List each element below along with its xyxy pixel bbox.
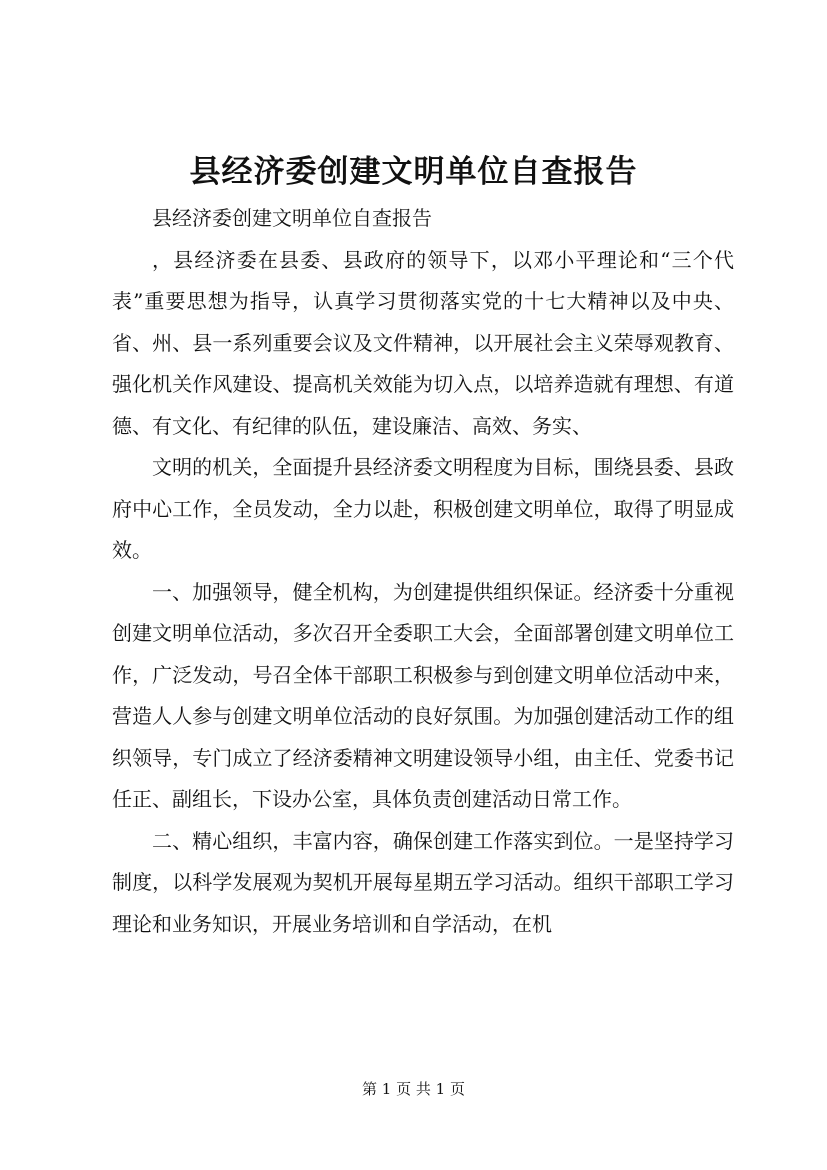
document-title: 县经济委创建文明单位自查报告 [189,154,638,190]
page-footer: 第 1 页 共 1 页 [362,1080,465,1098]
paragraph-goal: 文明的机关，全面提升县经济委文明程度为目标，围绕县委、县政府中心工作，全员发动，全力以赴，积极创建文明单位，取得了明显成效。 [112,455,734,562]
paragraph-section-two: 二、精心组织，丰富内容，确保创建工作落实到位。一是坚持学习制度，以科学发展观为契机开展每星期五学习活动。组织干部职工学习理论和业务知识，开展业务培训和自学活动，在机 [112,828,734,936]
document-subtitle: 县经济委创建文明单位自查报告 [152,206,432,230]
paragraph-section-one: 一、加强领导，健全机构，为创建提供组织保证。经济委十分重视创建文明单位活动，多次召开全委职工大会，全面部署创建文明单位工作，广泛发动，号召全体干部职工积极参与到创建文明单位活动中来，营造人人参与创建文明单位活动的良好氛围。为加强创建活动工作的组织领导，专门成立了经济委精神文明建设领导小组，由主任、党委书记任正、副组长，下设办公室，具体负责创建活动日常工作。 [112,579,734,811]
document-body [112,198,734,945]
paragraph-intro: ，县经济委在县委、县政府的领导下，以邓小平理论和“三个代表”重要思想为指导，认真学习贯彻落实党的十七大精神以及中央、省、州、县一系列重要会议及文件精神，以开展社会主义荣辱观教育、强化机关作风建设、提高机关效能为切入点，以培养造就有理想、有道德、有文化、有纪律的队伍，建设廉洁、高效、务实、 [112,247,734,438]
